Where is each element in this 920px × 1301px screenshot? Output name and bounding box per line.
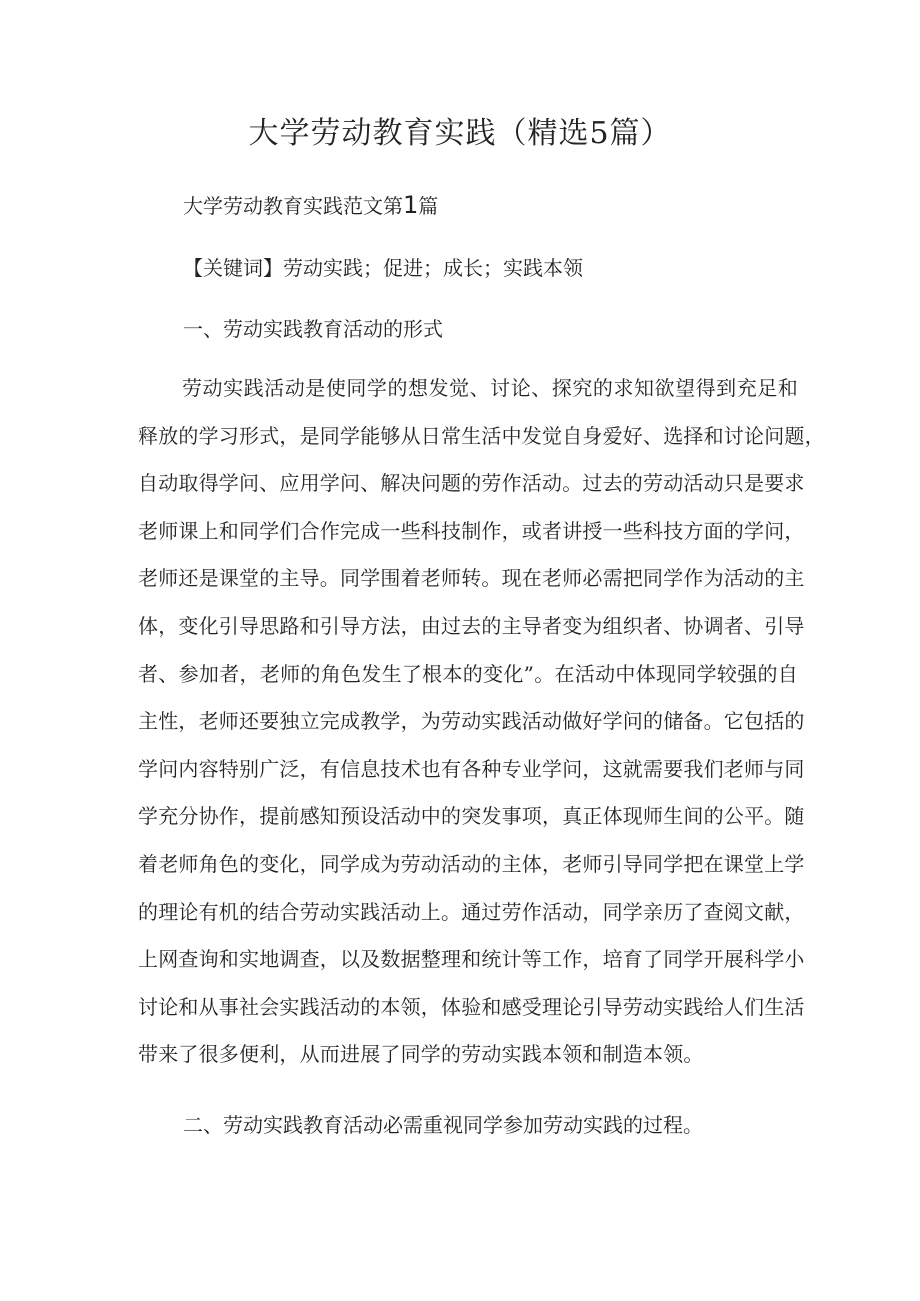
paragraph-line: 自动取得学问、应用学问、解决问题的劳作活动。过去的劳动活动只是要求 xyxy=(138,471,805,496)
subtitle-number: 1 xyxy=(403,191,419,219)
paragraph-line: 劳动实践活动是使同学的想发觉、讨论、探究的求知欲望得到充足和 xyxy=(182,376,798,400)
paragraph-line: 的理论有机的结合劳动实践活动上。通过劳作活动，同学亲历了查阅文献， xyxy=(138,899,805,924)
section-heading-2: 二、劳动实践教育活动必需重视同学参加劳动实践的过程。 xyxy=(183,1113,703,1137)
paragraph-line: 带来了很多便利，从而进展了同学的劳动实践本领和制造本领。 xyxy=(138,1042,704,1067)
paragraph-line: 上网查询和实地调查，以及数据整理和统计等工作，培育了同学开展科学小 xyxy=(138,947,805,972)
subtitle-prefix: 大学劳动教育实践范文第 xyxy=(183,194,403,218)
paragraph-line: 老师还是课堂的主导。同学围着老师转。现在老师必需把同学作为活动的主 xyxy=(138,566,805,591)
paragraph-line: 体，变化引导思路和引导方法，由过去的主导者变为组织者、协调者、引导 xyxy=(138,613,805,638)
paragraph-line: 释放的学习形式，是同学能够从日常生活中发觉自身爱好、选择和讨论问题， xyxy=(138,423,825,448)
paragraph-line: 讨论和从事社会实践活动的本领，体验和感受理论引导劳动实践给人们生活 xyxy=(138,994,805,1019)
document-subtitle xyxy=(183,190,438,221)
paragraph-line: 学充分协作，提前感知预设活动中的突发事项，真正体现师生间的公平。随 xyxy=(138,804,805,829)
paragraph-line: 着老师角色的变化，同学成为劳动活动的主体，老师引导同学把在课堂上学 xyxy=(138,851,805,876)
paragraph-line: 者、参加者，老师的角色发生了根本的变化”。在活动中体现同学较强的自 xyxy=(138,661,798,686)
body-paragraph xyxy=(138,373,825,1087)
document-title: 大学劳动教育实践（精选5篇） xyxy=(248,116,672,151)
paragraph-line: 老师课上和同学们合作完成一些科技制作，或者讲授一些科技方面的学问， xyxy=(138,518,805,543)
paragraph-line: 主性，老师还要独立完成教学，为劳动实践活动做好学问的储备。它包括的 xyxy=(138,709,805,734)
subtitle-suffix: 篇 xyxy=(418,194,439,218)
section-heading-1: 一、劳动实践教育活动的形式 xyxy=(183,317,443,341)
paragraph-line: 学问内容特别广泛，有信息技术也有各种专业学问，这就需要我们老师与同 xyxy=(138,756,805,781)
keywords-line: 【关键词】劳动实践；促进；成长；实践本领 xyxy=(183,256,583,280)
